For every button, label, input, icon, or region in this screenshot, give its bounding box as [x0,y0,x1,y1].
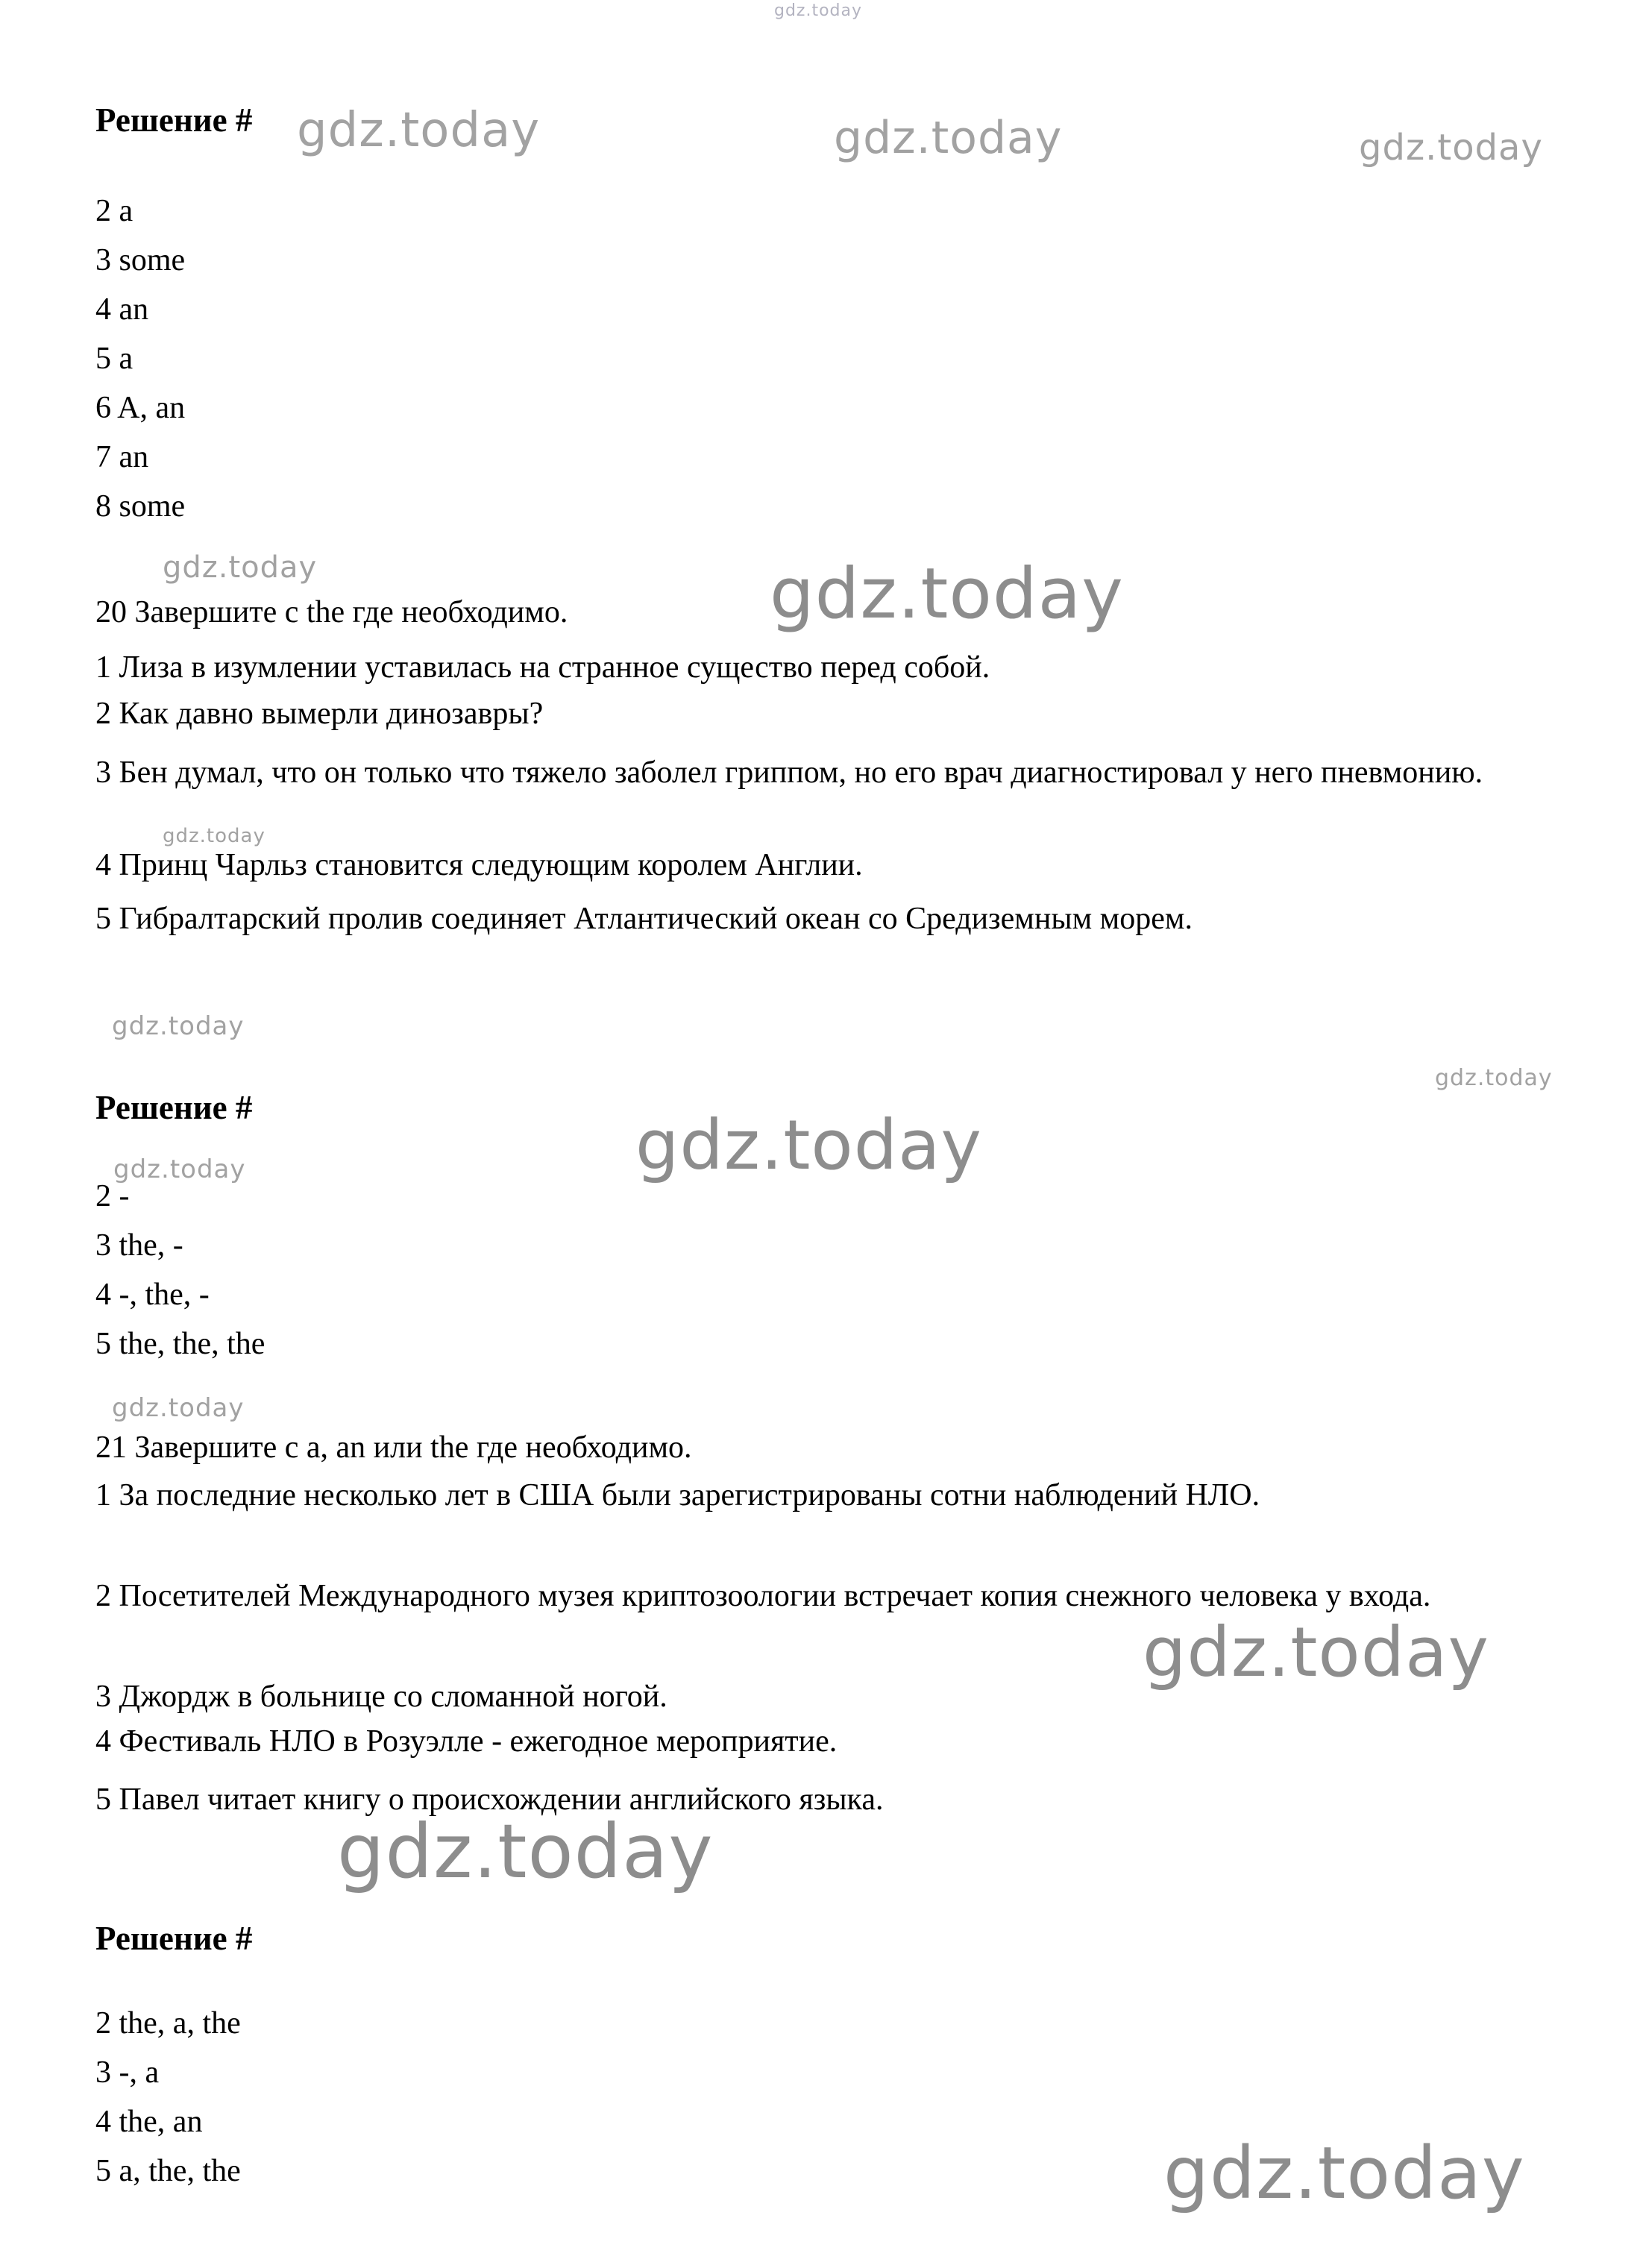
answer-line: 5 a [95,342,133,376]
watermark-text: gdz.today [113,1155,246,1184]
watermark-text: gdz.today [834,112,1063,164]
watermark-text: gdz.today [1163,2132,1525,2215]
answer-line: 7 an [95,440,149,474]
watermark-text: gdz.today [1359,127,1543,169]
task-item: 3 Джордж в больнице со сломанной ногой. [95,1680,667,1714]
task-item: 4 Фестиваль НЛО в Розуэлле - ежегодное мероприятие. [95,1724,838,1759]
answer-line: 3 some [95,243,186,277]
answer-list [95,186,1563,531]
answer-line: 4 -, the, - [95,1278,210,1312]
answer-list [95,1999,1563,2196]
solution-heading: Решение # [95,101,253,139]
watermark-text: gdz.today [635,1105,982,1185]
answer-line: 3 the, - [95,1228,183,1263]
watermark-text: gdz.today [163,550,318,585]
watermark-text: gdz.today [163,825,266,847]
solution-heading: Решение # [95,1920,253,1957]
solution-heading: Решение # [95,1089,253,1126]
watermark-text: gdz.today [337,1808,714,1895]
answer-line: 6 A, an [95,391,186,425]
answer-line: 2 - [95,1179,130,1213]
answer-line: 8 some [95,489,186,524]
answer-line: 2 a [95,194,133,228]
answer-line: 3 -, a [95,2055,160,2090]
answer-list [95,1172,1563,1369]
watermark-text: gdz.today [297,103,541,158]
task-heading: 21 Завершите с a, an или the где необходимо. [95,1430,692,1465]
task-item: 2 Как давно вымерли динозавры? [95,697,544,731]
answer-line: 5 a, the, the [95,2154,241,2188]
watermark-text: gdz.today [1143,1612,1489,1692]
task-item: 1 Лиза в изумлении уставилась на странное существо перед собой. [95,650,990,685]
answer-line: 2 the, a, the [95,2006,241,2041]
task-item: 2 Посетителей Международного музея криптозоологии встречает копия снежного человека у входа. [95,1579,1431,1613]
task-item: 4 Принц Чарльз становится следующим королем Англии. [95,848,863,882]
answer-line: 5 the, the, the [95,1327,266,1361]
watermark-text: gdz.today [770,553,1124,635]
watermark-text: gdz.today [112,1393,245,1423]
watermark-text: gdz.today [112,1011,245,1041]
task-item: 3 Бен думал, что он только что тяжело заболел гриппом, но его врач диагностировал у него пневмонию. [95,756,1483,790]
task-item: 1 За последние несколько лет в США были зарегистрированы сотни наблюдений НЛО. [95,1478,1260,1512]
task-item: 5 Павел читает книгу о происхождении английского языка. [95,1782,884,1817]
task-item: 5 Гибралтарский пролив соединяет Атлантический океан со Средиземным морем. [95,902,1193,936]
answer-line: 4 an [95,292,149,327]
watermark-text: gdz.today [774,1,863,20]
task-heading: 20 Завершите с the где необходимо. [95,595,568,629]
watermark-text: gdz.today [1435,1065,1553,1091]
answer-line: 4 the, an [95,2105,203,2139]
